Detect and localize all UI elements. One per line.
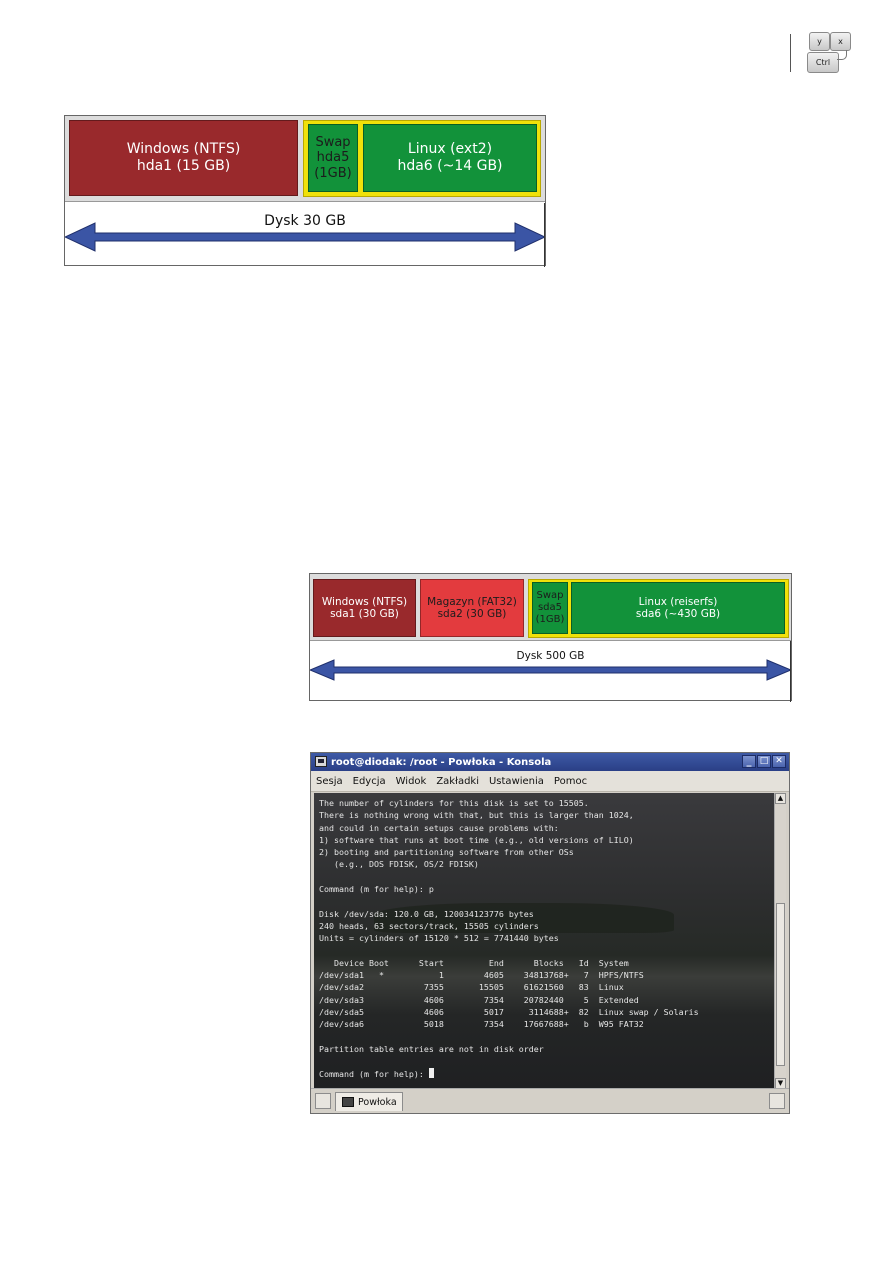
close-button[interactable]: ✕ (772, 755, 786, 768)
menu-bar (311, 771, 789, 792)
disk-end-marker (790, 641, 791, 702)
partition-swap-size: (1GB) (314, 165, 352, 181)
menu-widok[interactable]: Widok (395, 775, 427, 787)
partition-linux-device: sda6 (~430 GB) (635, 608, 721, 620)
menu-edycja[interactable]: Edycja (352, 775, 386, 787)
partition-magazyn-device: sda2 (30 GB) (437, 608, 507, 620)
partition-windows-name: Windows (NTFS) (126, 141, 241, 158)
key-x: x (830, 32, 851, 51)
partition-windows-device: sda1 (30 GB) (330, 608, 399, 620)
partition-linux-device: hda6 (~14 GB) (397, 158, 503, 174)
window-title: root@diodak: /root - Powłoka - Konsola (331, 756, 552, 768)
partition-windows (69, 120, 298, 196)
key-ctrl: Ctrl (807, 52, 839, 73)
close-session-icon[interactable] (769, 1093, 785, 1109)
menu-ustawienia[interactable]: Ustawienia (488, 775, 544, 787)
scroll-up-icon[interactable]: ▲ (775, 793, 786, 804)
disk-diagram-30gb (64, 115, 546, 266)
minimize-button[interactable]: _ (742, 755, 756, 768)
keyboard-keys-icon (805, 32, 849, 74)
tab-powloka[interactable] (335, 1092, 403, 1111)
terminal-output[interactable] (314, 793, 781, 1089)
partition-swap-device: sda5 (537, 602, 563, 614)
partition-swap (308, 124, 358, 192)
disk-span-arrow-icon (65, 220, 545, 254)
new-session-icon[interactable] (315, 1093, 331, 1109)
partition-windows-name: Windows (NTFS) (321, 595, 408, 608)
text-cursor (429, 1068, 434, 1078)
partition-windows (313, 579, 416, 637)
key-y: y (809, 32, 830, 51)
partition-linux-name: Linux (reiserfs) (638, 595, 718, 608)
menu-zakladki[interactable]: Zakładki (436, 775, 479, 787)
key-arrow-icon (837, 50, 847, 60)
menu-sesja[interactable]: Sesja (316, 775, 343, 787)
partition-linux-name: Linux (ext2) (407, 141, 493, 158)
partition-linux (363, 124, 537, 192)
partition-swap-name: Swap (315, 135, 351, 150)
disk-span-arrow-icon (310, 658, 791, 682)
tab-label: Powłoka (358, 1096, 397, 1108)
disk-diagram-500gb (309, 573, 792, 701)
disk-end-marker (544, 203, 545, 267)
terminal-tab-icon (342, 1097, 354, 1107)
terminal-prompt: Command (m for help): (319, 1068, 429, 1079)
terminal-lines: The number of cylinders for this disk is set to 15505. There is nothing wrong with that, but this is larger than 1024, and could in certain setups cause problems with: 1) software that runs at boot time (e.g., old versions of LILO) 2) booting and partitioning software from other OSs (e.g., DOS FDISK, OS/2 FDISK) Command (m for help): p Disk /dev/sda: 120.0 GB, 120034123776 bytes 240 heads, 63 sectors/track, 15505 cylinders Units = cylinders of 15120 * 512 = 7741440 bytes Device Boot Start End Blocks Id System /dev/sda1 * 1 4605 34813768+ 7 HPFS/NTFS /dev/sda2 7355 15505 61621560 83 Linux /dev/sda3 4606 7354 20782440 5 Extended /dev/sda5 4606 5017 3114688+ 82 Linux swap / Solaris /dev/sda6 5018 7354 17667688+ b W95 FAT32 Partition table entries are not in disk order (319, 798, 699, 1054)
partition-swap-device: hda5 (316, 150, 350, 166)
partition-swap-name: Swap (536, 590, 564, 602)
session-tab-bar (311, 1088, 789, 1113)
partition-magazyn-name: Magazyn (FAT32) (427, 595, 517, 608)
header-divider (790, 34, 791, 72)
konsole-window (310, 752, 790, 1114)
window-titlebar[interactable] (311, 753, 789, 771)
maximize-button[interactable]: □ (757, 755, 771, 768)
partition-magazyn (420, 579, 524, 637)
disk-size-label: Dysk 500 GB (516, 650, 585, 662)
scroll-thumb[interactable] (776, 903, 785, 1066)
partition-swap-size: (1GB) (535, 613, 565, 625)
partition-windows-device: hda1 (15 GB) (136, 158, 231, 174)
menu-pomoc[interactable]: Pomoc (553, 775, 588, 787)
partition-linux (571, 582, 785, 634)
disk-size-label: Dysk 30 GB (264, 213, 346, 229)
scroll-down-icon[interactable]: ▼ (775, 1078, 786, 1089)
terminal-icon (315, 756, 327, 767)
partition-swap (532, 582, 568, 634)
terminal-text (319, 797, 699, 1080)
vertical-scrollbar[interactable] (774, 793, 786, 1089)
